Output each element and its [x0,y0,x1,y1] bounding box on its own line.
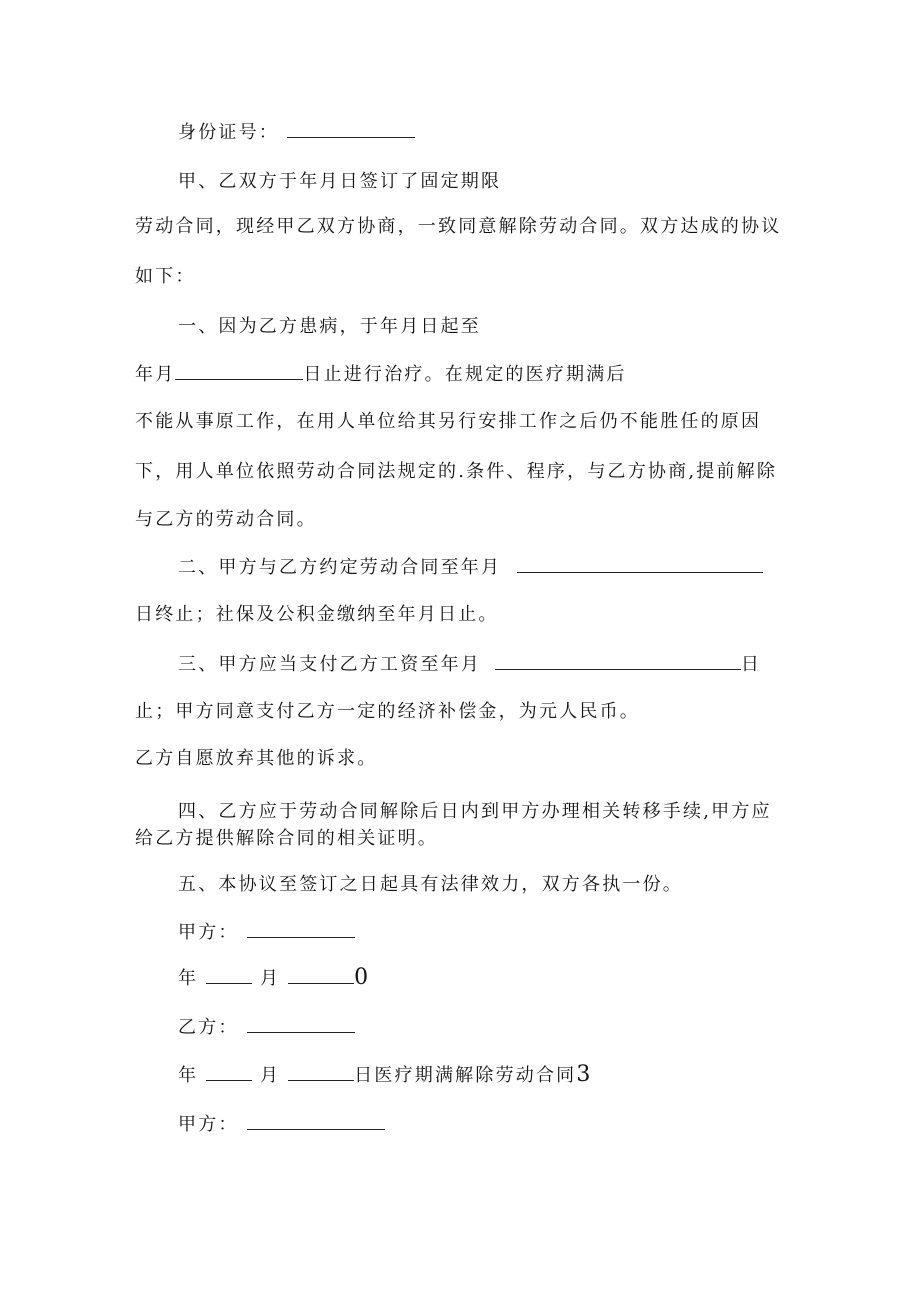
para-1-line-3: 如下： [135,266,196,287]
section-1-line-5: 与乙方的劳动合同。 [135,509,317,530]
section-3-line-2: 止；甲方同意支付乙方一定的经济补偿金，为元人民币。 [135,701,640,722]
date-2-number: 3 [576,1062,591,1087]
section-3-day: 日 [740,654,762,675]
date-1-year-label: 年 [178,968,199,989]
section-1-treatment-text: 日止进行治疗。在规定的医疗期满后 [303,364,627,385]
date-1-month-label: 月 [260,968,281,989]
section-2-text: 二、甲方与乙方约定劳动合同至年月 [178,557,502,578]
date-2-year-label: 年 [178,1065,199,1086]
date-2-text: 日医疗期满解除劳动合同 [354,1065,577,1086]
section-3-line-3: 乙方自愿放弃其他的诉求。 [135,748,378,769]
section-1-line-2 [135,362,627,387]
id-number-label: 身份证号： [178,122,279,143]
party-a-blank [247,920,355,938]
date-1-year-blank [206,966,252,984]
date-1-end: 0 [354,965,369,990]
date-1-day-blank [288,966,354,984]
date-2-day-blank [288,1063,354,1081]
date-line-1 [178,966,368,991]
para-1-line-1: 甲、乙双方于年月日签订了固定期限 [178,171,502,192]
section-2-line-1 [178,555,763,580]
date-2-year-blank [206,1063,252,1081]
section-3-line-1 [178,652,761,677]
section-2-line-2: 日终止；社保及公积金缴纳至年月日止。 [135,604,499,625]
party-a-2-signature-line [178,1112,385,1137]
party-a-2-blank [247,1112,385,1130]
para-1-line-2: 劳动合同，现经甲乙双方协商，一致同意解除劳动合同。双方达成的协议 [135,216,782,237]
party-b-blank [247,1015,355,1033]
section-5: 五、本协议至签订之日起具有法律效力，双方各执一份。 [178,874,683,895]
section-1-year-month: 年月 [135,364,176,385]
party-b-signature-line [178,1015,355,1040]
section-3-text: 三、甲方应当支付乙方工资至年月 [178,654,481,675]
section-3-blank [495,652,741,670]
section-4-line-1: 四、乙方应于劳动合同解除后日内到甲方办理相关转移手续,甲方应 [178,801,772,822]
date-line-2 [178,1063,590,1088]
party-b-label: 乙方： [178,1017,239,1038]
section-1-line-1: 一、因为乙方患病，于年月日起至 [178,316,481,337]
id-number-line [178,120,415,145]
date-2-month-label: 月 [260,1065,281,1086]
section-1-line-3: 不能从事原工作，在用人单位给其另行安排工作之后仍不能胜任的原因 [135,411,762,432]
id-number-blank [287,120,415,138]
section-4-line-2: 给乙方提供解除合同的相关证明。 [135,828,438,849]
party-a-label: 甲方： [178,922,239,943]
section-1-line-4: 下，用人单位依照劳动合同法规定的.条件、程序，与乙方协商,提前解除 [135,461,778,482]
party-a-signature-line [178,920,355,945]
section-2-blank [517,555,763,573]
section-1-blank [175,362,303,380]
party-a-2-label: 甲方： [178,1114,239,1135]
